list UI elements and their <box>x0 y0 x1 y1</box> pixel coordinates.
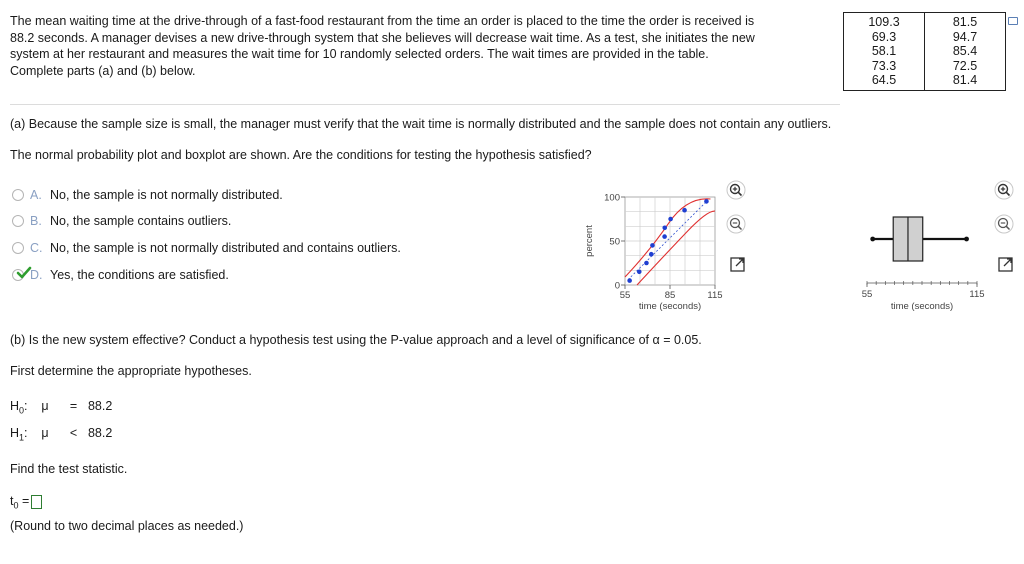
data-point <box>682 208 687 213</box>
hypothesis-operator[interactable]: = <box>69 399 78 413</box>
part-a-question: (a) Because the sample size is small, the manager must verify that the wait time is normally distributed and the sample does not contain any outliers. <box>10 117 832 131</box>
data-point <box>662 226 667 231</box>
data-point <box>704 199 709 204</box>
x-axis-label: time (seconds) <box>638 301 702 312</box>
table-cell: 73.3 <box>871 58 897 73</box>
table-cell: 64.5 <box>871 73 897 87</box>
hypothesis-parameter[interactable]: μ <box>41 399 49 413</box>
round-note: (Round to two decimal places as needed.) <box>10 519 244 533</box>
option-text: No, the sample is not normally distributed and contains outliers. <box>50 241 401 255</box>
radio-option-c[interactable] <box>12 242 24 254</box>
table-cell: 109.3 <box>868 15 900 29</box>
x-tick-label: 55 <box>861 289 873 300</box>
y-tick-label: 0 <box>614 280 620 292</box>
zoom-out-icon[interactable] <box>726 214 746 234</box>
hypothesis-value[interactable]: 88.2 <box>87 426 113 440</box>
data-point <box>650 243 655 248</box>
intro-line: Complete parts (a) and (b) below. <box>10 63 196 78</box>
zoom-in-icon[interactable] <box>726 180 746 200</box>
zoom-in-icon[interactable] <box>994 180 1014 200</box>
alternative-hypothesis <box>10 426 112 443</box>
normal-probability-plot <box>575 180 775 315</box>
option-text: Yes, the conditions are satisfied. <box>50 268 229 282</box>
data-point <box>644 261 649 266</box>
wait-times-table <box>843 12 1006 91</box>
hypothesis-operator[interactable]: < <box>69 426 78 440</box>
popout-icon[interactable] <box>996 254 1016 274</box>
hypothesis-subscript: 1 <box>19 432 25 443</box>
table-cell: 85.4 <box>952 44 978 58</box>
option-letter: A. <box>30 188 42 202</box>
intro-line: system at her restaurant and measures the wait time for 10 randomly selected orders. The wait times are provided in the table. <box>10 47 709 62</box>
y-tick-label: 50 <box>609 236 620 248</box>
stat-subscript: 0 <box>13 500 19 511</box>
hypothesis-parameter[interactable]: μ <box>41 426 49 440</box>
x-tick-label: 115 <box>707 290 723 301</box>
null-hypothesis <box>10 399 112 416</box>
stat-equals: = <box>21 494 30 508</box>
option-text: No, the sample contains outliers. <box>50 214 232 228</box>
zoom-out-icon[interactable] <box>994 214 1014 234</box>
table-column-2 <box>925 13 1006 91</box>
min-point <box>870 237 875 242</box>
boxplot-body <box>870 217 969 261</box>
boxplot-axis <box>867 281 977 287</box>
table-cell: 81.5 <box>952 15 978 29</box>
table-cell: 94.7 <box>952 29 978 44</box>
test-statistic-row <box>10 494 42 511</box>
window-icon[interactable] <box>1008 17 1018 25</box>
option-d[interactable] <box>12 268 229 282</box>
data-point <box>649 252 654 257</box>
radio-option-d[interactable] <box>12 269 24 281</box>
option-c[interactable] <box>12 241 401 255</box>
max-point <box>964 237 969 242</box>
table-row <box>844 13 1006 91</box>
popout-icon[interactable] <box>728 254 748 274</box>
test-statistic-input[interactable] <box>31 495 42 509</box>
hypothesis-value[interactable]: 88.2 <box>87 399 113 413</box>
option-letter: D. <box>30 268 43 282</box>
y-tick-label: 100 <box>604 192 620 204</box>
data-point <box>668 217 673 222</box>
x-tick-label: 115 <box>969 289 985 300</box>
hypothesis-colon: : <box>24 399 28 413</box>
stat-label: t <box>10 494 14 508</box>
option-letter: C. <box>30 241 43 255</box>
table-cell: 81.4 <box>952 73 978 87</box>
part-a-prompt: The normal probability plot and boxplot are shown. Are the conditions for testing the hypothesis satisfied? <box>10 148 592 162</box>
data-point <box>627 278 632 283</box>
option-text: No, the sample is not normally distributed. <box>50 188 283 202</box>
radio-option-b[interactable] <box>12 215 24 227</box>
hypothesis-subscript: 0 <box>19 405 25 416</box>
checkmark-icon <box>16 266 32 280</box>
hypothesis-label: H <box>10 399 20 413</box>
x-tick-label: 85 <box>664 290 676 301</box>
radio-option-a[interactable] <box>12 189 24 201</box>
option-b[interactable] <box>12 214 231 228</box>
intro-line: 88.2 seconds. A manager devises a new drive-through system that she believes will decrease wait time. As a test, she initiates the new <box>10 30 755 45</box>
part-b-question: (b) Is the new system effective? Conduct a hypothesis test using the P-value approach and a level of significance of α = 0.05. <box>10 333 702 347</box>
problem-statement <box>10 13 840 79</box>
boxplot-labels <box>862 289 985 312</box>
option-letter: B. <box>30 214 42 228</box>
test-statistic-prompt: Find the test statistic. <box>10 462 128 476</box>
table-column-1 <box>844 13 925 91</box>
hypothesis-colon: : <box>24 426 28 440</box>
boxplot <box>845 180 1005 315</box>
x-tick-label: 55 <box>619 290 631 301</box>
data-point <box>662 234 667 239</box>
x-axis-label: time (seconds) <box>890 301 954 312</box>
option-a[interactable] <box>12 188 283 202</box>
intro-line: The mean waiting time at the drive-through of a fast-food restaurant from the time an order is placed to the time the order is received is <box>10 14 755 28</box>
table-cell: 72.5 <box>952 58 978 73</box>
part-b-prompt: First determine the appropriate hypotheses. <box>10 364 252 378</box>
table-cell: 58.1 <box>871 44 897 58</box>
table-cell: 69.3 <box>871 29 897 44</box>
divider <box>10 104 840 105</box>
hypothesis-label: H <box>10 426 20 440</box>
y-axis-label: percent <box>584 225 595 257</box>
data-point <box>637 270 642 275</box>
